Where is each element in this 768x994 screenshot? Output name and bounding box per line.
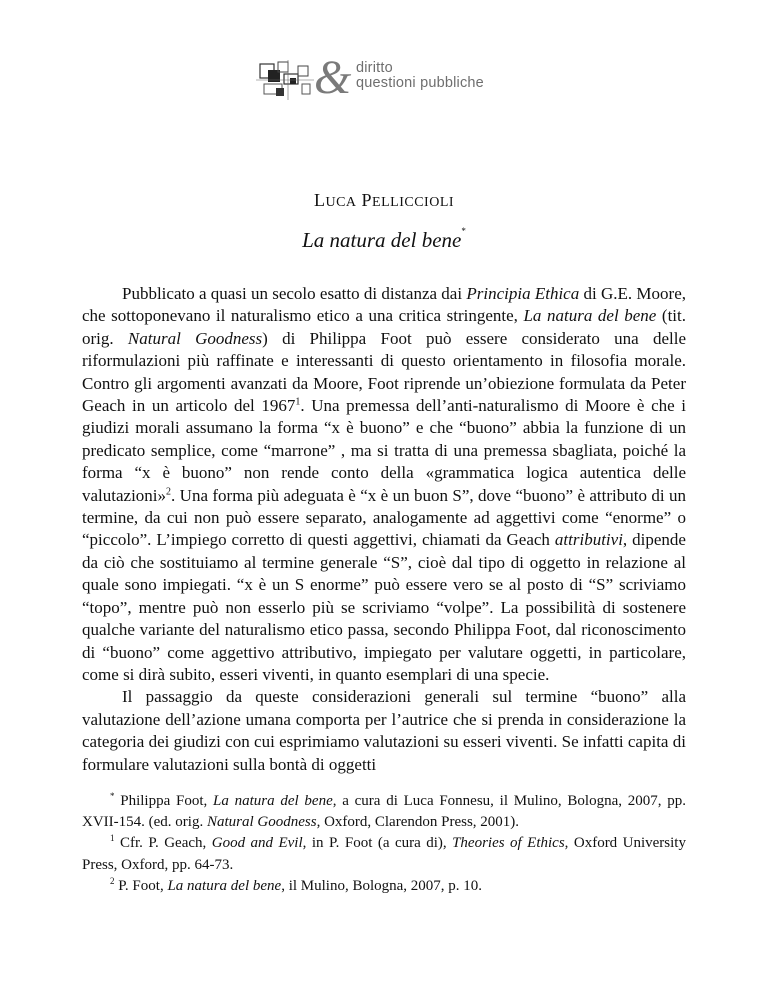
logo-line-1: diritto: [356, 60, 393, 76]
text-run: , a cura di Luca Fonnesu, il Mulino, Bologna, 2007, pp. XVII-154. (ed. orig.: [82, 793, 686, 831]
text-run: . Una forma più adeguata è “x è un buon S”, dove “buono” è attributo di un termine, da cui non può essere separato, analogamente ad aggettivi come “enorme” o “piccolo”. L’impiego corretto di questi aggettivi, chiamati da Geach: [82, 485, 686, 550]
footnote-star: [82, 791, 686, 833]
italic-text: La natura del bene: [523, 306, 657, 326]
text-run: , Oxford University Press, Oxford, pp. 64-73.: [82, 835, 686, 873]
italic-text: Principia Ethica: [466, 284, 580, 303]
footnote-ref: *: [110, 791, 115, 801]
paragraph: [82, 283, 686, 686]
italic-text: Good and Evil: [211, 835, 303, 852]
italic-text: attributivi: [554, 530, 623, 550]
footnote-ref: 1: [295, 396, 301, 408]
italic-text: La natura del bene: [213, 793, 333, 809]
text-run: (tit. orig.: [82, 306, 686, 348]
logo-ampersand: &: [314, 51, 352, 104]
italic-text: Natural Goodness: [127, 328, 263, 348]
author-name: LUCA PELLICCIOLI: [313, 190, 455, 210]
footnote-ref: 2: [110, 875, 115, 886]
text-run: Cfr. P. Geach,: [114, 835, 212, 852]
text-run: P. Foot,: [114, 877, 168, 894]
text-run: , Oxford, Clarendon Press, 2001).: [316, 814, 520, 831]
logo-line-2: questioni pubbliche: [356, 75, 484, 91]
italic-text: Natural Goodness: [206, 814, 317, 831]
paragraph: [82, 686, 686, 776]
text-run: Pubblicato a quasi un secolo esatto di distanza dai: [122, 284, 467, 303]
italic-text: Theories of Ethics: [452, 835, 565, 852]
logo-wordmark: [356, 61, 484, 91]
text-run: . Una premessa dell’anti-naturalismo di Moore è che i giudizi morali assumano la forma “x è buono” e che “buono” abbia la funzione di un predicato semplice, come “marrone” , ma si tratta di una premessa sbagliata, poiché la forma “x è buono” non rende conto della «grammatica logica autentica delle valutazioni»: [82, 396, 687, 505]
footnotes: [82, 791, 686, 897]
article-body: [82, 283, 686, 776]
text-run: , in P. Foot (a cura di),: [302, 835, 453, 852]
text-run: , il Mulino, Bologna, 2007, p. 10.: [281, 877, 483, 894]
footnote-ref: 1: [110, 833, 115, 844]
journal-logo: [254, 51, 514, 104]
footnote-ref: 2: [166, 486, 172, 497]
text-run: ) di Philippa Foot può essere considerato una delle riformulazioni più raffinate e interessanti di questo orientamento in filosofia morale. Contro gli argomenti avanzati da Moore, Foot riprende un’obiezione formulata da Peter Geach in un articolo del 1967: [82, 328, 686, 416]
title-footnote-mark: *: [461, 226, 466, 236]
text-run: Il passaggio da queste considerazioni generali sul termine “buono” alla valutazione dell’azione umana comporta per l’autrice che si prenda in considerazione la categoria dei giudizi con cui esprimiamo valutazioni su esseri viventi. Se infatti capita di formulare valutazioni sulla bontà di oggetti: [82, 687, 686, 774]
text-run: di G.E. Moore, che sottoponevano il naturalismo etico a una critica stringente,: [82, 284, 687, 326]
logo-mark-icon: [254, 58, 316, 102]
footnote-1: [82, 833, 686, 875]
text-run: Philippa Foot,: [114, 793, 214, 809]
italic-text: La natura del bene: [167, 877, 282, 894]
text-run: , dipende da ciò che sostituiamo al termine generale “S”, cioè dal tipo di oggetto in relazione al quale sono impiegati. “x è un S enorme” può essere vero se al posto di “S” scriviamo “topo”, mentre può non esserlo più se scriviamo “volpe”. La possibilità di sostenere qualche variante del naturalismo etico passa, secondo Philippa Foot, dal riconoscimento di “buono” come aggettivo attributivo, impiegato per valutare oggetti, in particolare, come si dirà subito, esseri viventi, in quanto esemplari di una specie.: [82, 530, 686, 684]
article-title: La natura del bene*: [302, 226, 466, 252]
footnote-2: [82, 876, 686, 897]
